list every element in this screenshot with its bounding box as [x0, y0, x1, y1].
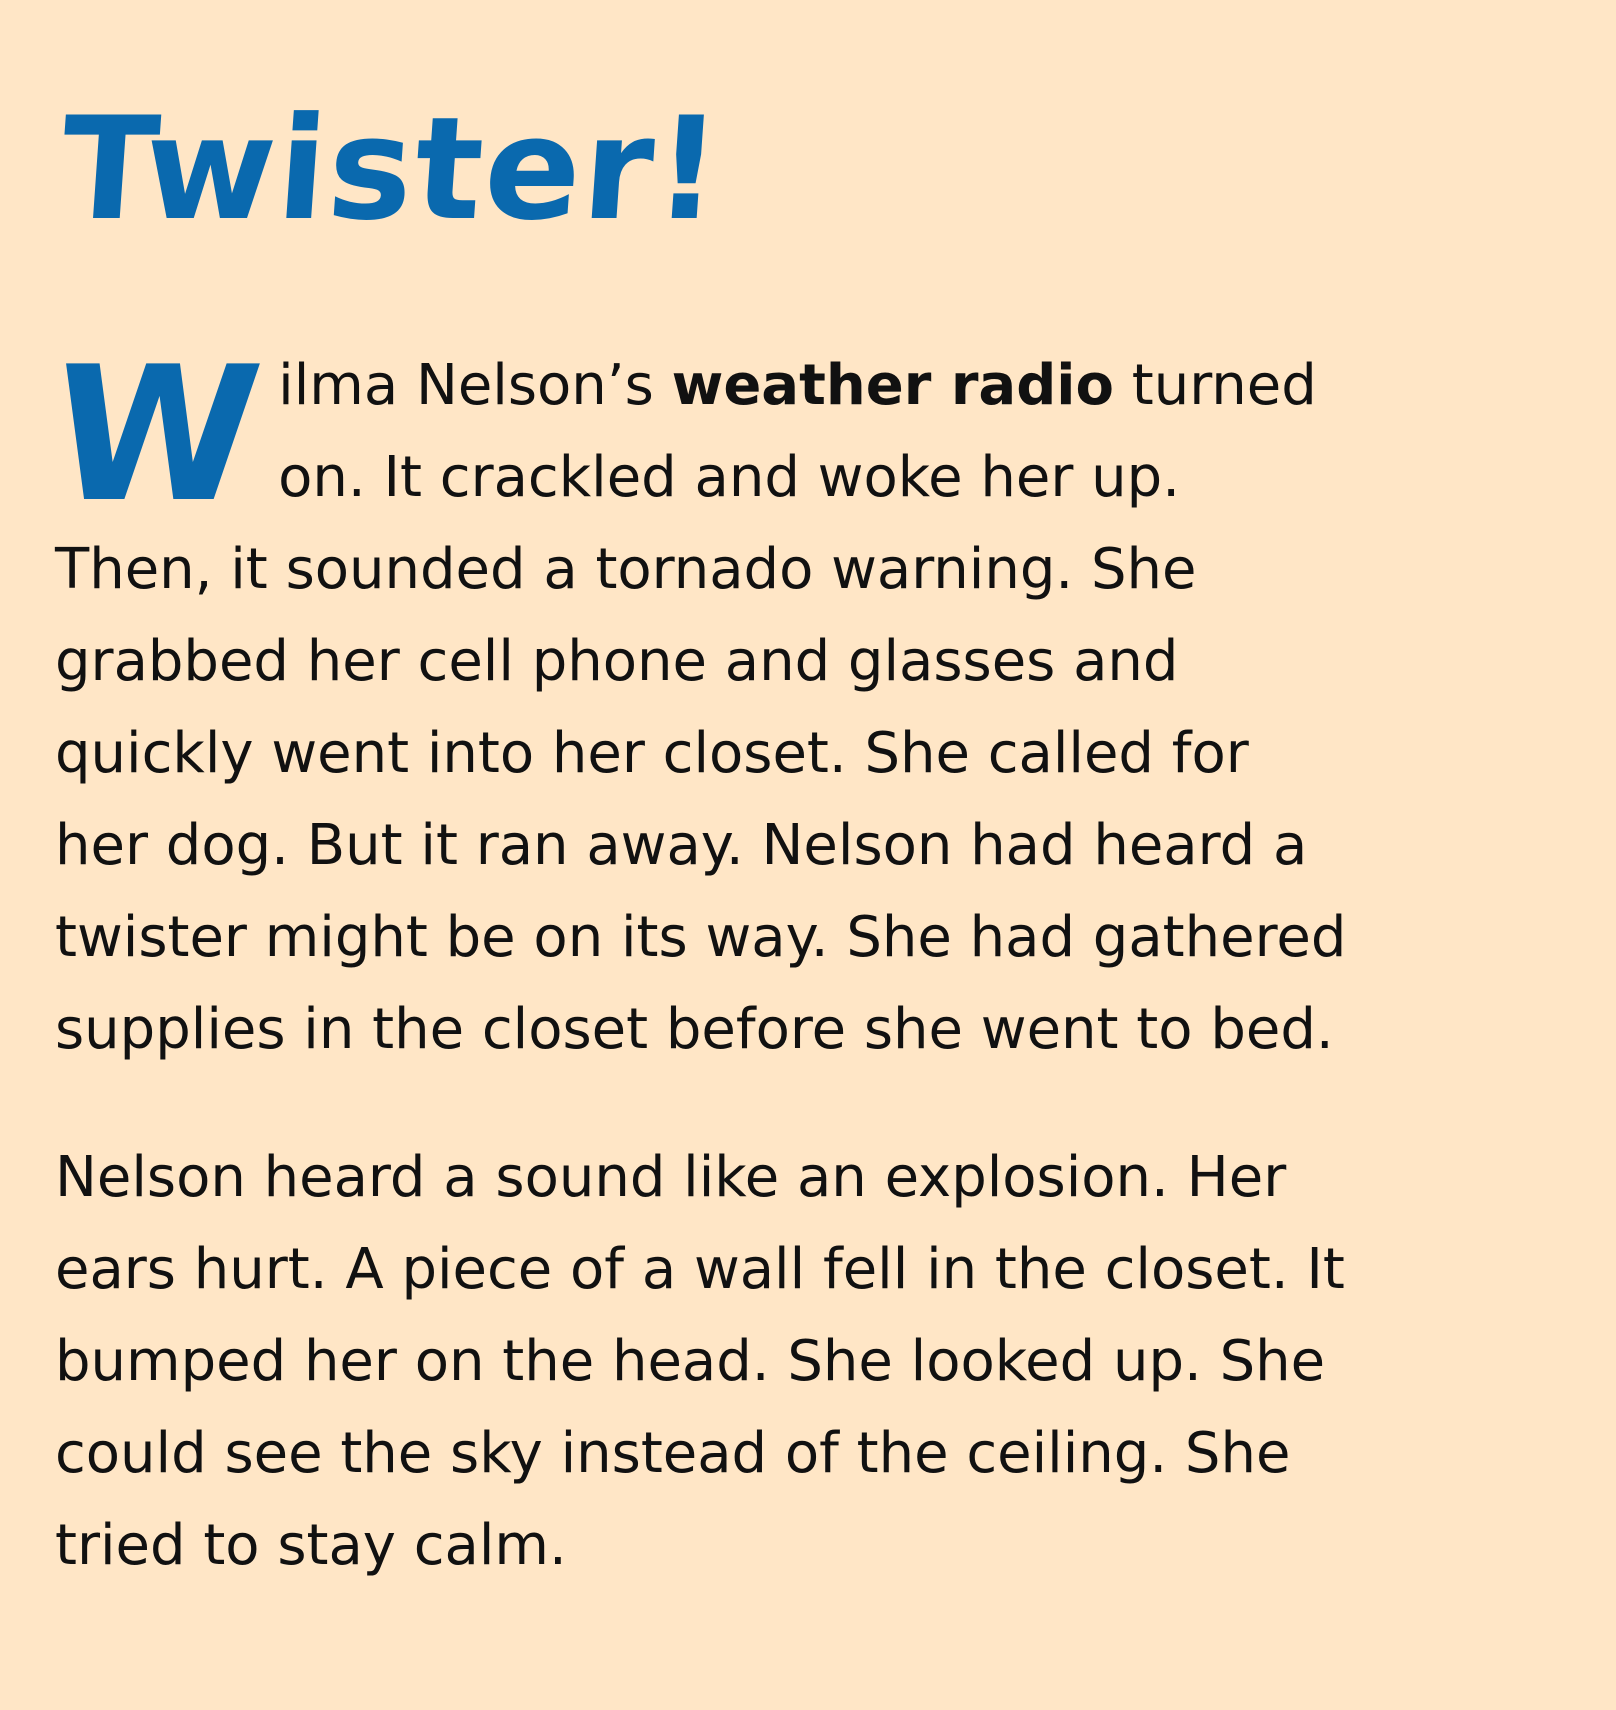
article	[41, 80, 1355, 1592]
vocabulary-term: weather radio	[671, 353, 1114, 418]
paragraph-1-lead: ilma Nelson’s	[278, 353, 672, 418]
page-title: Twister!	[55, 87, 728, 252]
drop-cap: W	[41, 326, 270, 543]
paragraph-1-rest: turned on. It crackled and woke her up. Then, it sounded a tornado warning. She grabbed her cell phone and glasses and quickly went into her closet. She called for her dog. But it ran away. Nelson had heard a twister might be on its way. She had gathered supplies in the closet before she went to bed.	[55, 353, 1347, 1062]
paragraph-1	[41, 326, 1355, 1076]
paragraph-2: Nelson heard a sound like an explosion. Her ears hurt. A piece of a wall fell in the closet. It bumped her on the head. She looked up. She could see the sky instead of the ceiling. She tried to stay calm.	[55, 1145, 1345, 1578]
story-body	[41, 326, 1355, 1592]
